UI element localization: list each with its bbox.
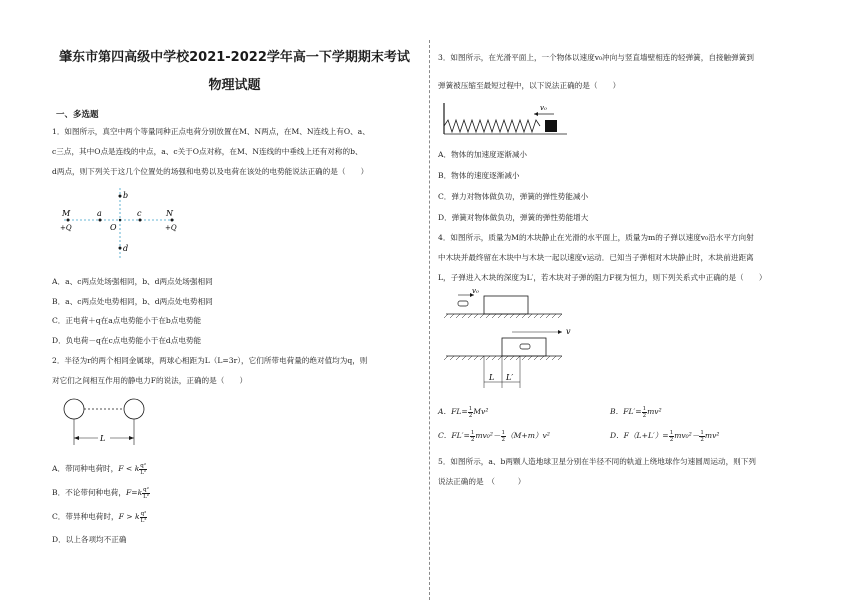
column-divider	[429, 40, 430, 600]
q2-spheres-figure	[56, 395, 156, 453]
question-4	[438, 228, 838, 450]
q4-stem-line2: 中木块并最终留在木块中与木块一起以速度v运动．已知当子弹相对木块静止时，木块前进距离	[438, 253, 754, 262]
q2-option-b: B．不论带何种电荷，F=k $\frac{\text{q²}}{\text{L²}}$	[52, 486, 149, 500]
q2-option-c: C．带异种电荷时，F > k $\frac{\text{q²}}{\text{L²}}$	[52, 510, 147, 524]
q4-option-b: B．FL′= $\frac{1}{2}$ mv²	[610, 405, 662, 419]
q1-charge-figure	[56, 184, 196, 264]
q4-option-a: A．FL= $\frac{1}{2}$ Mv²	[438, 405, 489, 419]
q2-label-L: L	[100, 434, 106, 443]
q4-label-v: v	[566, 327, 571, 336]
right-column	[438, 44, 838, 492]
q3-label-v0: v₀	[540, 104, 547, 112]
q1-option-d: D．负电荷－q在c点电势能小于在d点电势能	[52, 335, 202, 345]
q2-stem-line1: 2．半径为r的两个相同金属球，两球心相距为L（L=3r），它们所带电荷量的绝对值均为q，则	[52, 356, 368, 365]
q1-option-a: A．a、c两点处场强相同，b、d两点处场强相同	[52, 277, 213, 286]
exam-subject: 物理试题	[208, 78, 261, 93]
q3-stem-line1: 3．如图所示，在光滑平面上，一个物体以速度v₀冲向与竖直墙壁相连的轻弹簧，自接触弹簧到	[438, 53, 754, 62]
q4-label-Lprime: L′	[506, 373, 514, 382]
q4-label-L: L	[489, 373, 495, 382]
q1-label-M: M	[62, 209, 71, 218]
q1-option-c: C．正电荷＋q在a点电势能小于在b点电势能	[52, 316, 202, 325]
q1-stem-line2: c三点，其中O点是连线的中点，a、c关于O点对称，在M、N连线的中垂线上还有对称的b、	[52, 147, 363, 156]
exam-title: 肇东市第四高级中学校2021-2022学年高一下学期期末考试	[59, 50, 410, 65]
question-5	[438, 452, 838, 492]
q3-option-a: A．物体的加速度逐渐减小	[438, 150, 528, 159]
q3-option-d: D．弹簧对物体做负功，弹簧的弹性势能增大	[438, 213, 589, 222]
q1-label-d: d	[123, 244, 129, 253]
question-2	[52, 351, 417, 551]
q3-option-b: B．物体的速度逐渐减小	[438, 171, 520, 180]
question-3	[438, 44, 838, 228]
q2-option-a: A．带同种电荷时，F < k $\frac{\text{q²}}{\text{L²}}$	[52, 462, 147, 476]
q1-label-O: O	[110, 223, 117, 232]
q1-label-c: c	[137, 209, 142, 218]
q4-option-c: C．FL′= $\frac{1}{2}$ mv₀²－ $\frac{1}{2}$ （M+m）v²	[438, 429, 550, 443]
q1-label-Q-right: +Q	[165, 224, 177, 232]
q5-stem-line1: 5．如图所示，a、b两颗人造地球卫星分别在半径不同的轨道上绕地球作匀速圆周运动，则下列	[438, 457, 756, 466]
q3-option-c: C．弹力对物体做负功，弹簧的弹性势能减小	[438, 192, 589, 201]
q1-label-a: a	[97, 209, 102, 218]
q2-option-d: D．以上各项均不正确	[52, 535, 127, 544]
left-column	[52, 44, 417, 551]
q3-stem-line2: 弹簧被压缩至最短过程中，以下说法正确的是（ ）	[438, 81, 621, 90]
q4-stem-line1: 4．如图所示，质量为M的木块静止在光滑的水平面上，质量为m的子弹以速度v₀沿水平方向射	[438, 233, 754, 242]
q4-label-v0: v₀	[472, 288, 479, 295]
q1-stem-line3: d两点，则下列关于这几个位置处的场强和电势以及电荷在该处的电势能说法正确的是（ ）	[52, 167, 369, 176]
q4-option-d: D．F（L+L′）= $\frac{1}{2}$ mv₀²－ $\frac{1}{2}$ mv²	[610, 429, 720, 443]
q1-label-N: N	[166, 209, 173, 218]
q1-stem-line1: 1．如图所示，真空中两个等量同种正点电荷分别放置在M、N两点，在M、N连线上有O、a、	[52, 127, 370, 136]
q2-stem-line2: 对它们之间相互作用的静电力F的说法，正确的是（ ）	[52, 376, 248, 385]
question-1	[52, 122, 417, 350]
q4-options	[438, 402, 838, 450]
q3-spring-figure	[442, 100, 572, 140]
q1-label-Q-left: +Q	[60, 224, 72, 232]
q2-options	[52, 457, 417, 551]
q4-stem-line3: L，子弹进入木块的深度为L′，若木块对子弹的阻力F视为恒力，则下列关系式中正确的是（ ）	[438, 273, 767, 282]
section-heading: 一、多选题	[56, 110, 99, 120]
q4-bullet-block-figure	[442, 288, 582, 398]
q1-option-b: B．a、c两点处电势相同，b、d两点处电势相同	[52, 296, 213, 306]
q5-stem-line2: 说法正确的是 （ ）	[438, 477, 526, 486]
q1-label-b: b	[123, 191, 129, 200]
